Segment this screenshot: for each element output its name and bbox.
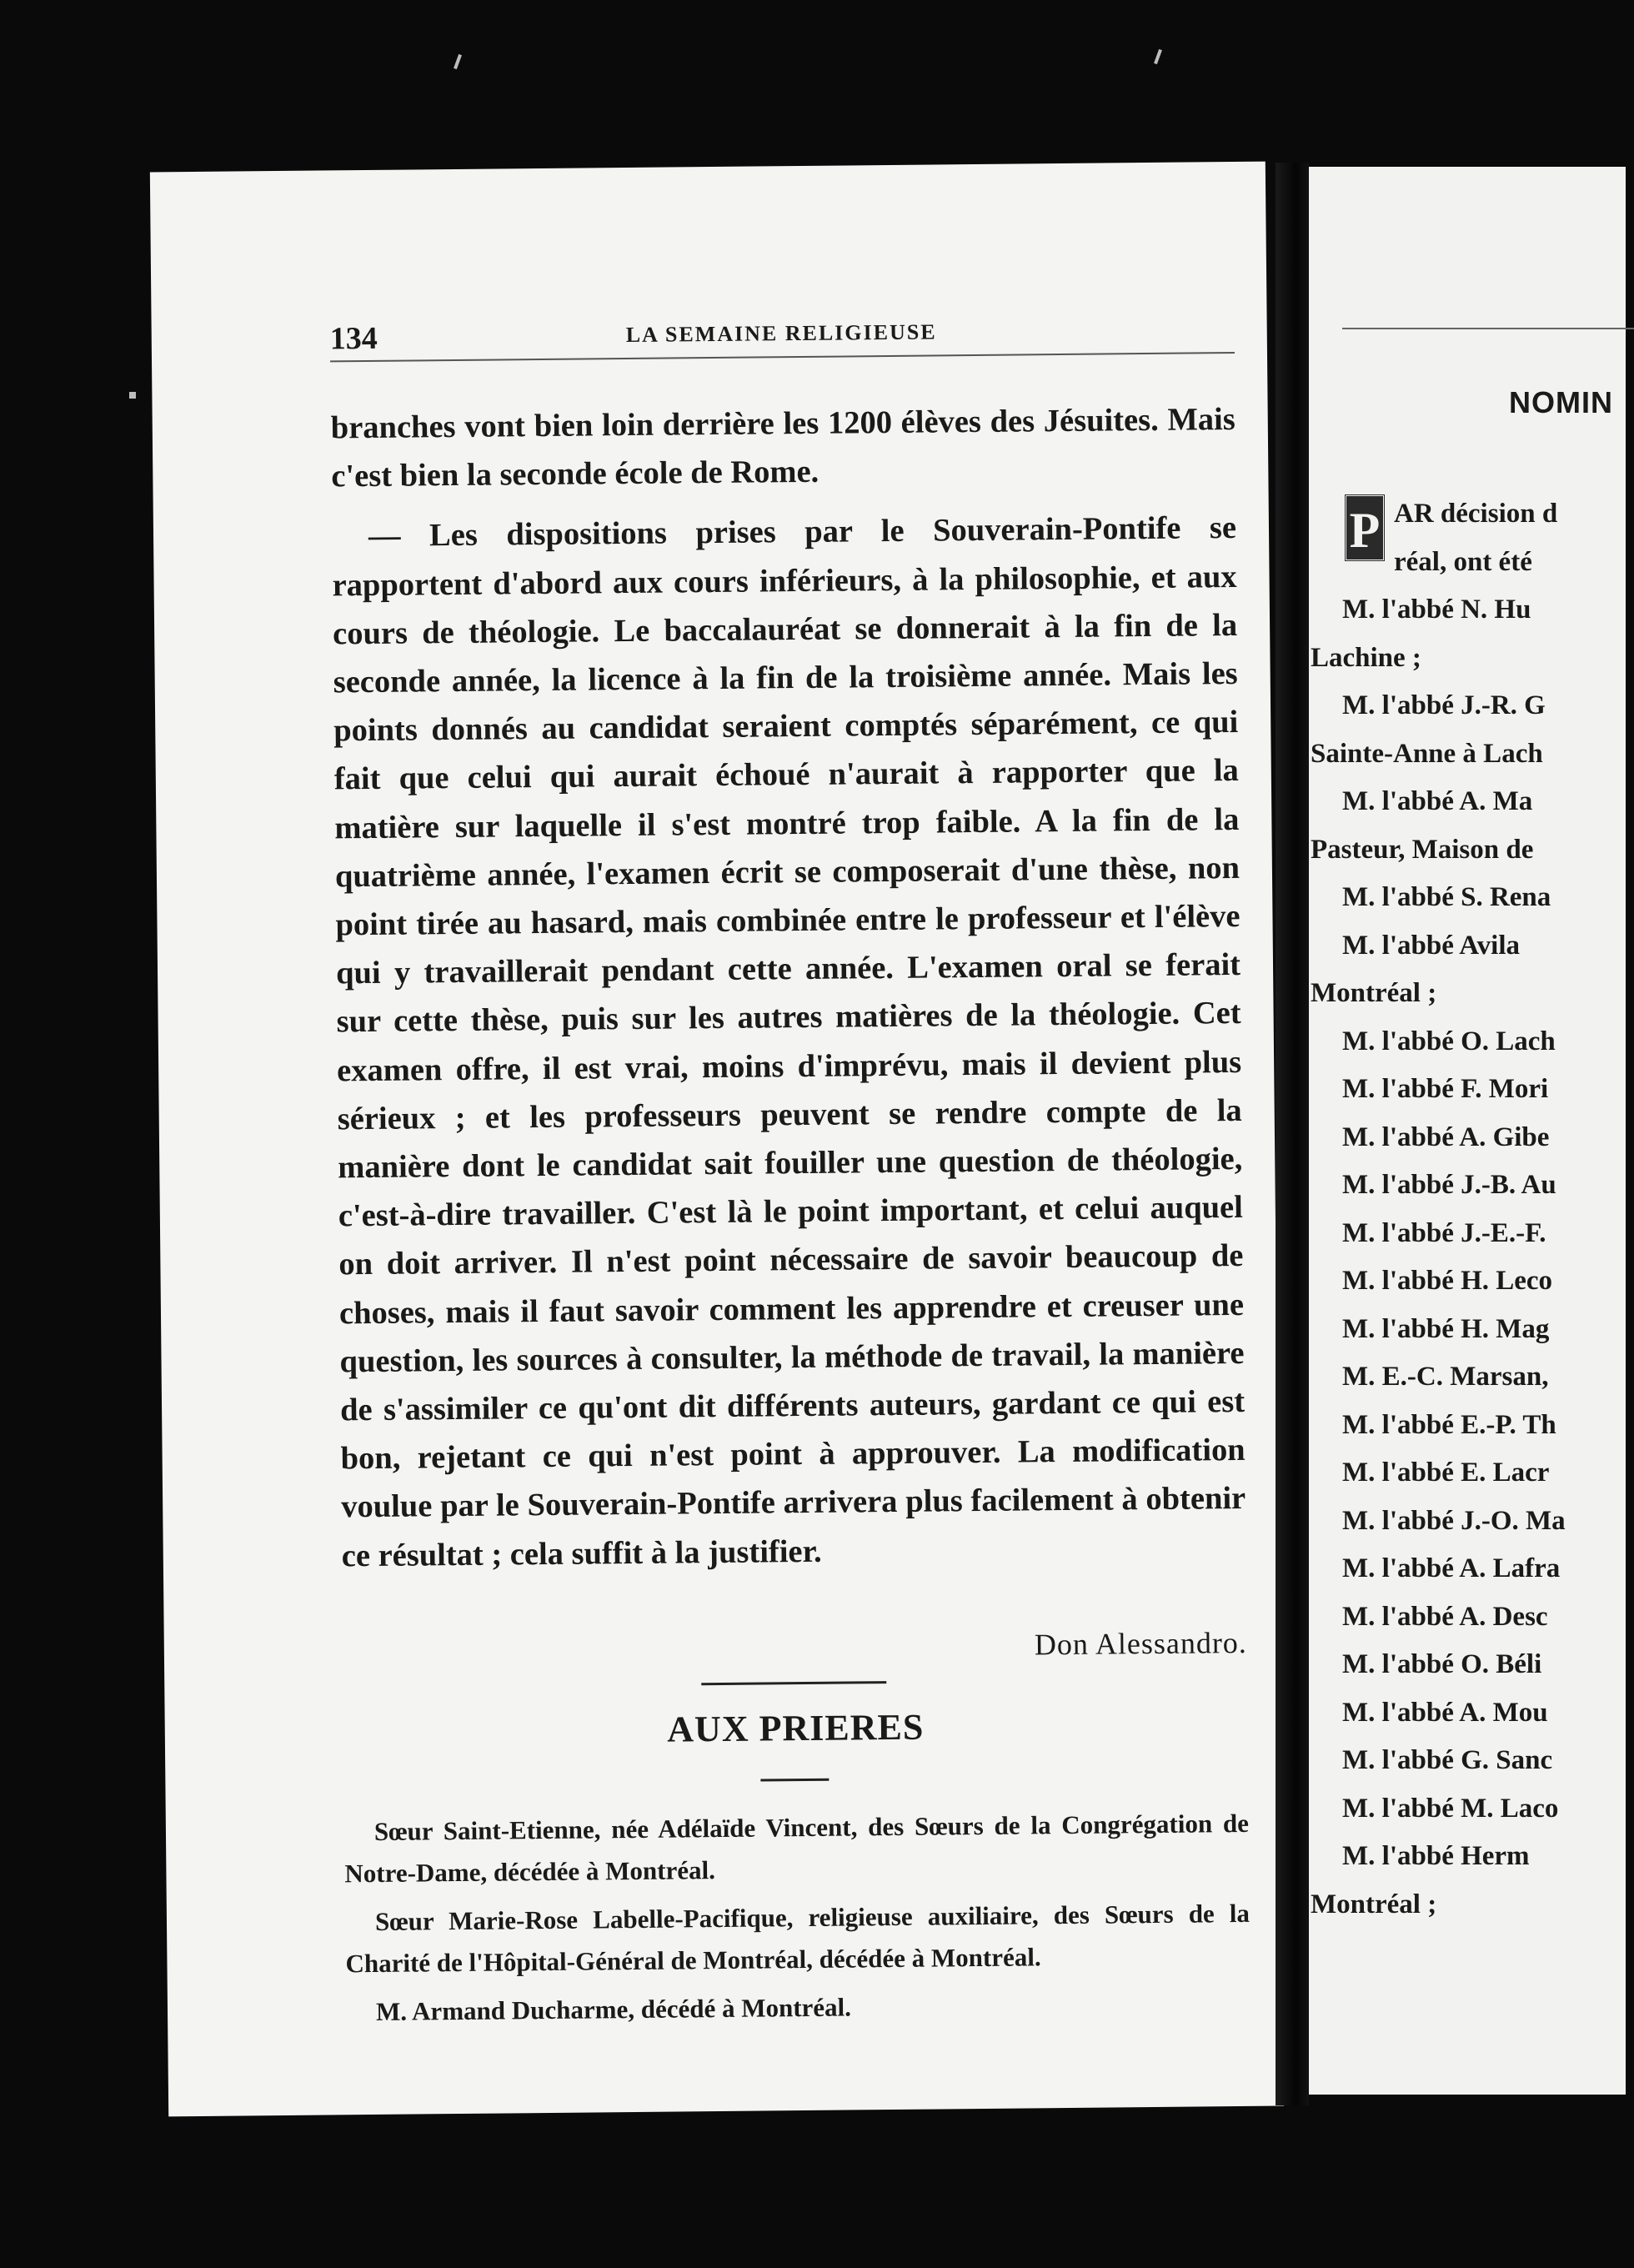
drop-cap-initial: P [1344, 494, 1386, 562]
text-line: M. l'abbé E. Lacr [1342, 1458, 1550, 1488]
text-line: M. l'abbé J.-O. Ma [1342, 1505, 1566, 1536]
text-line: M. l'abbé A. Lafra [1342, 1553, 1561, 1583]
text-line: M. l'abbé S. Rena [1342, 882, 1551, 912]
text-line: M. l'abbé G. Sanc [1342, 1745, 1553, 1775]
running-head: LA SEMAINE RELIGIEUSE [625, 319, 937, 348]
text-line: Montréal ; [1311, 978, 1437, 1008]
section-title: AUX PRIERES [667, 1706, 925, 1750]
section-title: NOMIN [1509, 385, 1613, 419]
text-line: M. l'abbé E.-P. Th [1342, 1409, 1556, 1440]
text-line: M. l'abbé A. Mou [1342, 1697, 1548, 1728]
notice-item: Sœur Marie-Rose Labelle-Pacifique, religieuse auxiliaire, des Sœurs de la Charité de l'Hôpital-Général de Montréal, décédée à Montréal. [345, 1898, 1251, 1979]
article-body [331, 395, 1246, 1580]
notice-item: Sœur Saint-Etienne, née Adélaïde Vincent, des Sœurs de la Congrégation de Notre-Dame, décédée à Montréal. [344, 1808, 1250, 1889]
scan-scuff [1154, 49, 1162, 64]
left-page [150, 162, 1284, 2117]
right-page [1309, 167, 1613, 2095]
text-line: réal, ont été [1394, 546, 1532, 577]
text-line: M. l'abbé N. Hu [1342, 595, 1531, 625]
header-rule [1342, 328, 1634, 329]
page-header [330, 312, 1236, 370]
text-line: M. l'abbé Avila [1342, 930, 1520, 961]
text-line: AR décision d [1394, 499, 1558, 529]
text-line: M. l'abbé O. Lach [1342, 1026, 1556, 1056]
page-number: 134 [329, 320, 378, 357]
article-signature: Don Alessandro. [1034, 1625, 1248, 1662]
nominations-list [1309, 490, 1626, 1929]
text-line: M. l'abbé M. Laco [1342, 1793, 1559, 1824]
text-line: M. l'abbé A. Desc [1342, 1601, 1548, 1632]
title-underline [760, 1779, 829, 1782]
text-line: M. l'abbé O. Béli [1342, 1649, 1542, 1679]
scan-scuff [454, 54, 462, 69]
text-line: Montréal ; [1311, 1889, 1437, 1919]
text-line: M. l'abbé J.-E.-F. [1342, 1217, 1546, 1248]
text-line: Pasteur, Maison de [1311, 834, 1534, 865]
book-gutter [1276, 163, 1309, 2105]
text-line: M. l'abbé A. Gibe [1342, 1121, 1550, 1152]
notice-item: M. Armand Ducharme, décédé à Montréal. [375, 1992, 852, 2026]
paragraph: branches vont bien loin derrière les 1200 élèves des Jésuites. Mais c'est bien la seconde école de Rome. [330, 401, 1236, 494]
text-line: M. l'abbé H. Leco [1342, 1266, 1553, 1296]
text-line: M. l'abbé J.-B. Au [1342, 1170, 1556, 1200]
paragraph: — Les dispositions prises par le Souverain-Pontife se rapportent d'abord aux cours inférieurs, à la philosophie, et aux cours de théologie. Le baccalauréat se donnerait à la fin de la seconde année, la licence à la fin de la troisième année. Mais les points donnés au candidat seraient comptés séparément, ce qui fait que celui qui aurait échoué n'aurait à rapporter que la matière sur laquelle il s'est montré trop faible. A la fin de la quatrième année, l'examen écrit se composerait d'une thèse, non point tirée au hasard, mais combinée entre le professeur et l'élève qui y travaillerait pendant cette année. L'examen oral se ferait sur cette thèse, puis sur les autres matières de la théologie. Cet examen offre, il est vrai, moins d'imprévu, mais il devient plus sérieux ; et les professeurs peuvent se rendre compte de la manière dont le candidat sait fouiller une question de théologie, c'est-à-dire travailler. C'est là le point important, et celui auquel on doit arriver. Il n'est point nécessaire de savoir beaucoup de choses, mais il faut savoir comment les apprendre et creuser une question, les sources à consulter, la méthode de travail, la manière de s'assimiler ce qu'ont dit différents auteurs, gardant ce qui est bon, rejetant ce qui n'est point à approuver. La modification voulue par le Souverain-Pontife arrivera plus facilement à obtenir ce résultat ; cela suffit à la justifier. [332, 510, 1246, 1574]
text-line: M. l'abbé J.-R. G [1342, 690, 1546, 720]
text-line: Sainte-Anne à Lach [1311, 738, 1543, 769]
text-line: M. l'abbé A. Ma [1342, 786, 1533, 816]
text-line: M. E.-C. Marsan, [1342, 1362, 1549, 1392]
text-line: M. l'abbé F. Mori [1342, 1074, 1549, 1104]
right-page-paper [1309, 167, 1626, 2095]
text-line: M. l'abbé H. Mag [1342, 1313, 1550, 1344]
scan-scuff [129, 392, 136, 399]
prayer-notices [344, 1803, 1251, 2040]
text-line: Lachine ; [1311, 642, 1421, 673]
text-line: M. l'abbé Herm [1342, 1841, 1530, 1871]
section-divider [701, 1681, 886, 1685]
